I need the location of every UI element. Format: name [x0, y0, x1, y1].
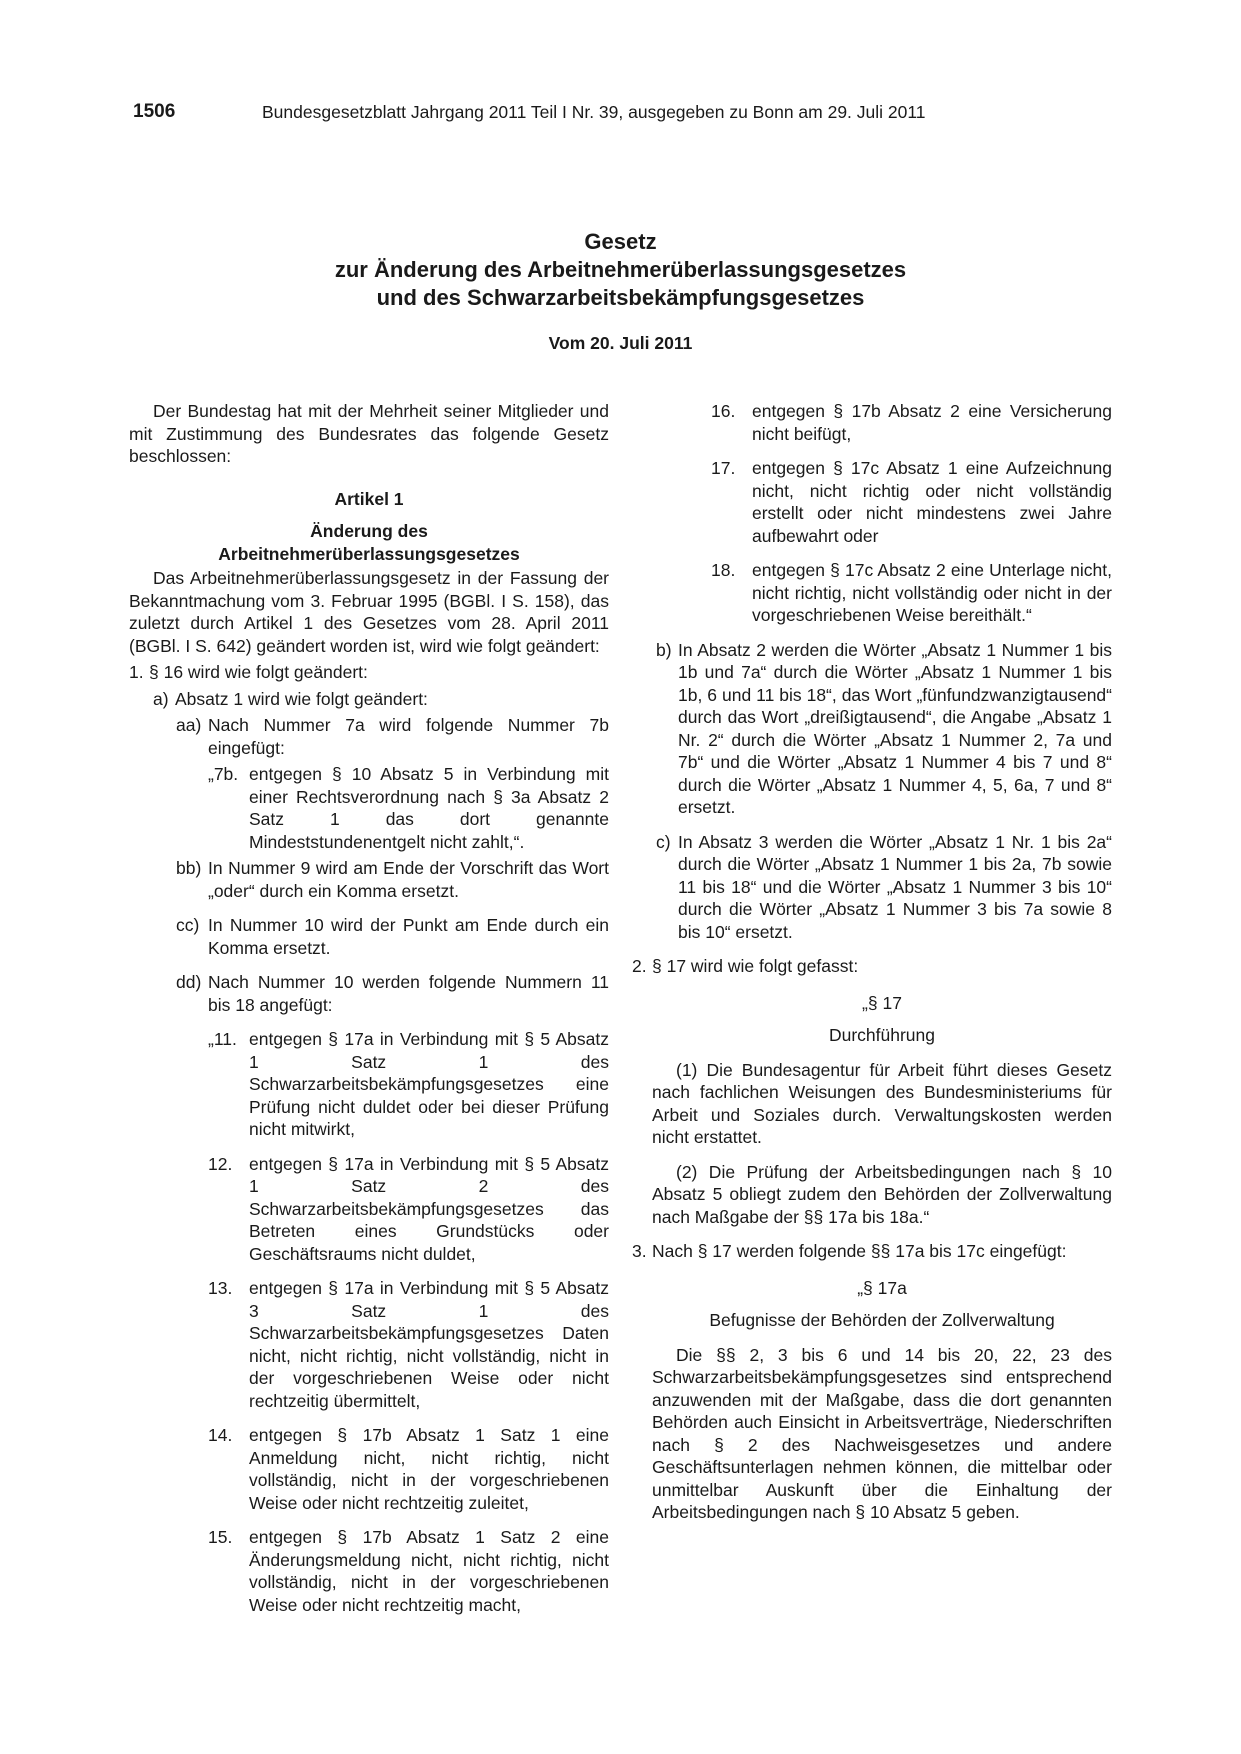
item-label: 17. — [711, 458, 736, 478]
item-label: „7b. — [208, 764, 239, 784]
amendment-1b — [632, 639, 1112, 819]
item-label: 3. — [632, 1241, 647, 1261]
insert-15 — [129, 1526, 609, 1616]
item-text: Nach § 17 werden folgende §§ 17a bis 17c eingefügt: — [652, 1241, 1067, 1261]
amendment-1a-cc — [129, 914, 609, 959]
item-label: aa) — [176, 715, 202, 735]
item-label: 18. — [711, 560, 736, 580]
page-number: 1506 — [133, 101, 176, 122]
item-text: entgegen § 17a in Verbindung mit § 5 Absatz 1 Satz 1 des Schwarzarbeitsbekämpfungsgesetzes eine Prüfung nicht duldet oder bei dieser Prüfung nicht mitwirkt, — [249, 1029, 609, 1139]
section-17-paragraph-2: (2) Die Prüfung der Arbeitsbedingungen nach § 10 Absatz 5 obliegt zudem den Behörden der Zollverwaltung nach Maßgabe der §§ 17a bis 18a.“ — [652, 1161, 1112, 1227]
insert-11 — [129, 1028, 609, 1141]
item-label: 12. — [208, 1153, 233, 1174]
item-label: bb) — [176, 858, 202, 878]
section-17-block — [632, 992, 1112, 1229]
item-text: entgegen § 17b Absatz 1 Satz 1 eine Anmeldung nicht, nicht richtig, nicht vollständig, nicht in der vorgeschriebenen Weise oder nicht rechtzeitig zuleitet, — [249, 1425, 609, 1513]
item-label: 13. — [208, 1278, 233, 1298]
running-head: Bundesgesetzblatt Jahrgang 2011 Teil I Nr. 39, ausgegeben zu Bonn am 29. Juli 2011 — [262, 102, 926, 122]
left-column — [129, 400, 609, 1616]
item-text: entgegen § 17b Absatz 2 eine Versicherung nicht beifügt, — [752, 401, 1112, 444]
law-title — [0, 228, 1241, 312]
insert-17 — [632, 457, 1112, 547]
item-label: 16. — [711, 401, 736, 421]
amendment-1a-aa — [129, 714, 609, 759]
law-date: Vom 20. Juli 2011 — [548, 333, 693, 353]
item-text: Nach Nummer 10 werden folgende Nummern 11 bis 18 angefügt: — [208, 972, 609, 1015]
amendment-1c — [632, 831, 1112, 944]
article-intro: Das Arbeitnehmerüberlassungsgesetz in der Fassung der Bekanntmachung vom 3. Februar 1995 (BGBl. I S. 158), das zuletzt durch Artikel 1 des Gesetzes vom 28. April 2011 (BGBl. I S. 642) geändert worden ist, wird wie folgt geändert: — [129, 568, 609, 656]
amendment-1a-dd — [129, 971, 609, 1016]
article-title-line-1: Änderung des — [310, 521, 428, 541]
item-label: 1. — [129, 662, 144, 682]
preamble: Der Bundestag hat mit der Mehrheit seiner Mitglieder und mit Zustimmung des Bundesrates das folgende Gesetz beschlossen: — [129, 401, 609, 466]
item-label: dd) — [176, 972, 202, 992]
item-label: „11. — [208, 1029, 237, 1049]
section-17a-paragraph-1: Die §§ 2, 3 bis 6 und 14 bis 20, 22, 23 des Schwarzarbeitsbekämpfungsgesetzes sind entsprechend anzuwenden mit der Maßgabe, dass die dort genannten Behörden auch Einsicht in Arbeitsverträge, Niederschriften nach § 2 des Nachweisgesetzes und andere Geschäftsunterlagen nehmen können, die mittelbar oder unmittelbar Auskunft über die Einhaltung der Arbeitsbedingungen nach § 10 Absatz 5 geben. — [652, 1344, 1112, 1522]
insert-12 — [129, 1153, 609, 1266]
item-label: cc) — [176, 915, 200, 935]
amendment-1 — [129, 661, 609, 684]
insert-16 — [632, 400, 1112, 445]
item-label: 2. — [632, 956, 647, 976]
item-label: 14. — [208, 1425, 233, 1445]
item-text: Absatz 1 wird wie folgt geändert: — [175, 688, 428, 709]
item-text: entgegen § 10 Absatz 5 in Verbindung mit einer Rechtsverordnung nach § 3a Absatz 2 Satz 1 das dort genannte Mindeststundenentgelt nicht zahlt,“. — [249, 764, 609, 852]
section-17a-heading: „§ 17a — [857, 1277, 907, 1298]
title-line-1: Gesetz — [584, 229, 657, 254]
item-text: entgegen § 17c Absatz 1 eine Aufzeichnung nicht, nicht richtig oder nicht vollständig erstellt oder nicht mindestens zwei Jahre aufbewahrt oder — [752, 458, 1112, 546]
amendment-3 — [632, 1240, 1112, 1263]
insert-13 — [129, 1277, 609, 1412]
item-text: In Nummer 10 wird der Punkt am Ende durch ein Komma ersetzt. — [208, 915, 609, 958]
right-column — [632, 400, 1112, 1524]
item-text: § 17 wird wie folgt gefasst: — [652, 956, 859, 976]
item-text: entgegen § 17a in Verbindung mit § 5 Absatz 3 Satz 1 des Schwarzarbeitsbekämpfungsgesetzes Daten nicht, nicht richtig, nicht vollständig, nicht in der vorgeschriebenen Weise oder nicht rechtzeitig übermittelt, — [249, 1278, 609, 1411]
title-line-3: und des Schwarzarbeitsbekämpfungsgesetzes — [376, 285, 865, 310]
amendment-2 — [632, 955, 1112, 978]
item-text: § 16 wird wie folgt geändert: — [149, 662, 368, 682]
insert-7b — [129, 763, 609, 853]
section-17-title: Durchführung — [828, 1025, 936, 1045]
section-17-heading: „§ 17 — [862, 992, 902, 1013]
section-17a-title: Befugnisse der Behörden der Zollverwaltung — [709, 1310, 1055, 1330]
item-label: b) — [656, 639, 672, 660]
item-label: 15. — [208, 1527, 233, 1547]
item-text: entgegen § 17b Absatz 1 Satz 2 eine Änderungsmeldung nicht, nicht richtig, nicht vollständig, nicht in der vorgeschriebenen Weise oder nicht rechtzeitig macht, — [249, 1527, 609, 1615]
section-17a-block — [632, 1277, 1112, 1524]
item-label: a) — [153, 688, 169, 709]
article-heading: Artikel 1 — [334, 488, 404, 509]
title-line-2: zur Änderung des Arbeitnehmerüberlassungsgesetzes — [334, 257, 907, 282]
item-text: In Absatz 2 werden die Wörter „Absatz 1 Nummer 1 bis 1b und 7a“ durch die Wörter „Absatz 1 Nummer 1 bis 1b, 6 und 11 bis 18“, das Wort „fünfundzwanzigtausend“ durch das Wort „dreißigtausend“, die Angabe „Absatz 1 Nr. 2“ durch die Wörter „Absatz 1 Nummer 2, 7a und 7b“ und die Wörter „Absatz 1 Nummer 4 bis 7 und 8“ durch die Wörter „Absatz 1 Nummer 4, 5, 6a, 7 und 8“ ersetzt. — [678, 639, 1112, 817]
article-title-line-2: Arbeitnehmerüberlassungsgesetzes — [218, 543, 520, 564]
item-text: In Absatz 3 werden die Wörter „Absatz 1 Nr. 1 bis 2a“ durch die Wörter „Absatz 1 Nummer 1 bis 2a, 7b sowie 11 bis 18“ und die Wörter „Absatz 1 Nummer 3 bis 10“ durch die Wörter „Absatz 1 Nummer 3 bis 7a sowie 8 bis 10“ ersetzt. — [678, 831, 1112, 942]
amendment-1a-bb — [129, 857, 609, 902]
amendment-1a — [129, 688, 609, 711]
insert-18 — [632, 559, 1112, 627]
item-label: c) — [656, 831, 671, 852]
item-text: In Nummer 9 wird am Ende der Vorschrift das Wort „oder“ durch ein Komma ersetzt. — [208, 858, 609, 901]
item-text: entgegen § 17a in Verbindung mit § 5 Absatz 1 Satz 2 des Schwarzarbeitsbekämpfungsgesetzes das Betreten eines Grundstücks oder Geschäftsraums nicht duldet, — [249, 1153, 609, 1264]
insert-14 — [129, 1424, 609, 1514]
page-header — [133, 101, 1111, 125]
item-text: Nach Nummer 7a wird folgende Nummer 7b eingefügt: — [208, 715, 609, 758]
item-text: entgegen § 17c Absatz 2 eine Unterlage nicht, nicht richtig, nicht vollständig oder nicht in der vorgeschriebenen Weise bereithält.“ — [752, 560, 1112, 625]
section-17-paragraph-1: (1) Die Bundesagentur für Arbeit führt dieses Gesetz nach fachlichen Weisungen des Bundesministeriums für Arbeit und Soziales durch. Verwaltungskosten werden nicht erstattet. — [652, 1059, 1112, 1147]
